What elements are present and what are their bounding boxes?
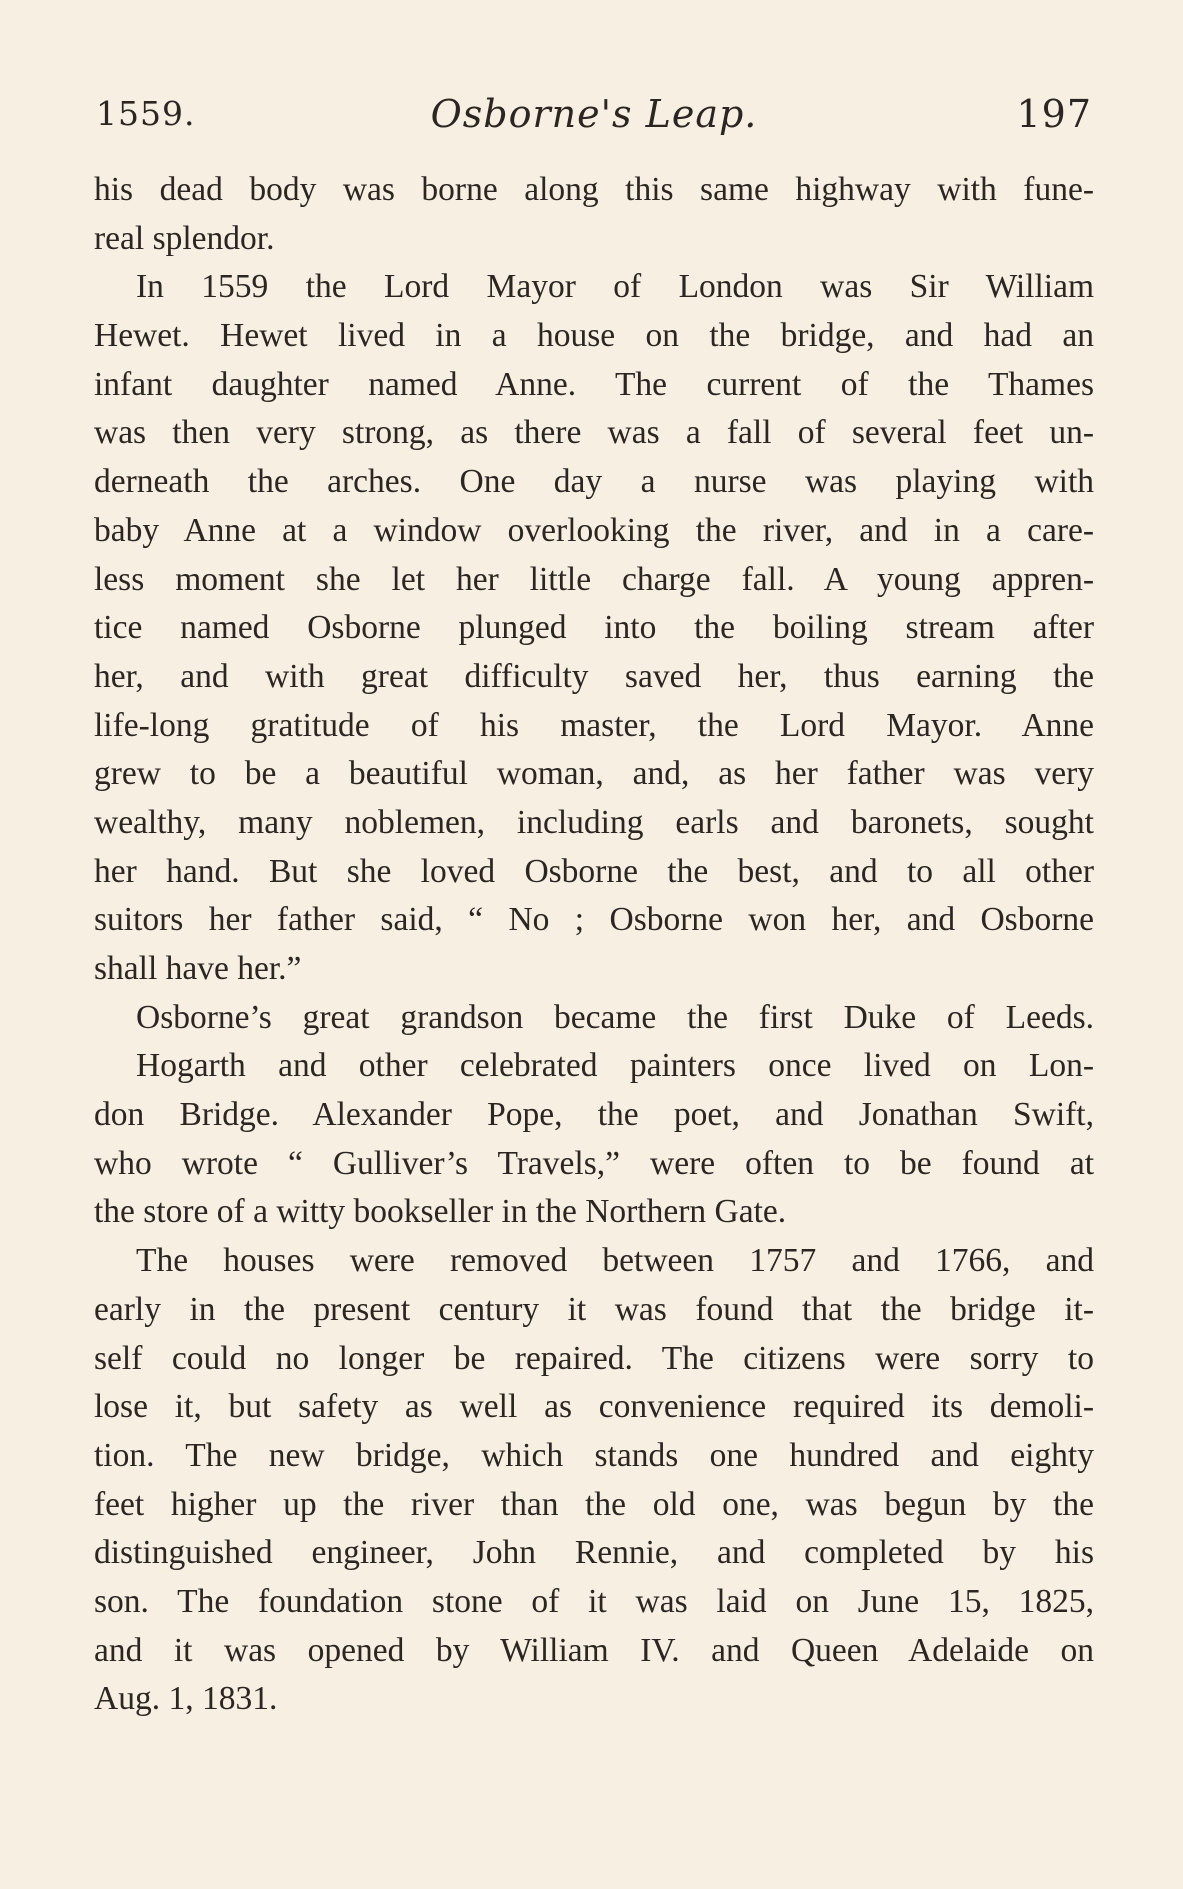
text-line: early in the present century it was found that the bridge it- bbox=[94, 1290, 1094, 1328]
text-line: baby Anne at a window overlooking the river, and in a care- bbox=[94, 511, 1094, 549]
text-line: suitors her father said, “ No ; Osborne won her, and Osborne bbox=[94, 901, 1094, 939]
running-head-title: Osborne's Leap. bbox=[430, 92, 758, 136]
text-line: don Bridge. Alexander Pope, the poet, and Jonathan Swift, bbox=[94, 1096, 1094, 1134]
text-line: distinguished engineer, John Rennie, and completed by his bbox=[94, 1534, 1094, 1572]
text-line: Hewet. Hewet lived in a house on the bridge, and had an bbox=[94, 317, 1094, 355]
text-line: less moment she let her little charge fall. A young appren- bbox=[94, 560, 1094, 598]
text-line: son. The foundation stone of it was laid on June 15, 1825, bbox=[94, 1582, 1094, 1620]
text-line: self could no longer be repaired. The citizens were sorry to bbox=[94, 1339, 1094, 1377]
text-line: derneath the arches. One day a nurse was playing with bbox=[94, 463, 1094, 501]
text-line: his dead body was borne along this same highway with fune- bbox=[94, 171, 1094, 208]
text-line: real splendor. bbox=[94, 219, 275, 257]
text-line: and it was opened by William IV. and Queen Adelaide on bbox=[94, 1631, 1094, 1669]
text-line: Osborne’s great grandson became the first Duke of Leeds. bbox=[136, 998, 1094, 1036]
text-line: infant daughter named Anne. The current of the Thames bbox=[94, 365, 1094, 403]
text-line: grew to be a beautiful woman, and, as her father was very bbox=[94, 755, 1094, 793]
text-line: life-long gratitude of his master, the Lord Mayor. Anne bbox=[94, 706, 1094, 744]
page-number: 197 bbox=[1016, 92, 1092, 136]
text-line: her hand. But she loved Osborne the best, and to all other bbox=[94, 852, 1094, 890]
text-line: her, and with great difficulty saved her, thus earning the bbox=[94, 657, 1094, 695]
text-line: who wrote “ Gulliver’s Travels,” were often to be found at bbox=[94, 1144, 1094, 1182]
text-line: In 1559 the Lord Mayor of London was Sir William bbox=[136, 268, 1094, 306]
text-line: tion. The new bridge, which stands one hundred and eighty bbox=[94, 1436, 1094, 1474]
text-line: the store of a witty bookseller in the Northern Gate. bbox=[94, 1193, 787, 1231]
text-line: Aug. 1, 1831. bbox=[94, 1680, 278, 1718]
running-head bbox=[96, 84, 1092, 144]
text-line: feet higher up the river than the old one, was begun by the bbox=[94, 1485, 1094, 1523]
text-line: shall have her.” bbox=[94, 950, 302, 987]
text-line: Hogarth and other celebrated painters once lived on Lon- bbox=[136, 1047, 1094, 1085]
text-line: was then very strong, as there was a fall of several feet un- bbox=[94, 414, 1094, 452]
text-line: lose it, but safety as well as convenience required its demoli- bbox=[94, 1388, 1094, 1426]
body-text bbox=[94, 166, 1094, 1724]
text-line: tice named Osborne plunged into the boiling stream after bbox=[94, 609, 1094, 647]
running-head-year: 1559. bbox=[96, 94, 196, 133]
text-line: The houses were removed between 1757 and 1766, and bbox=[136, 1242, 1094, 1280]
text-line: wealthy, many noblemen, including earls and baronets, sought bbox=[94, 803, 1094, 841]
